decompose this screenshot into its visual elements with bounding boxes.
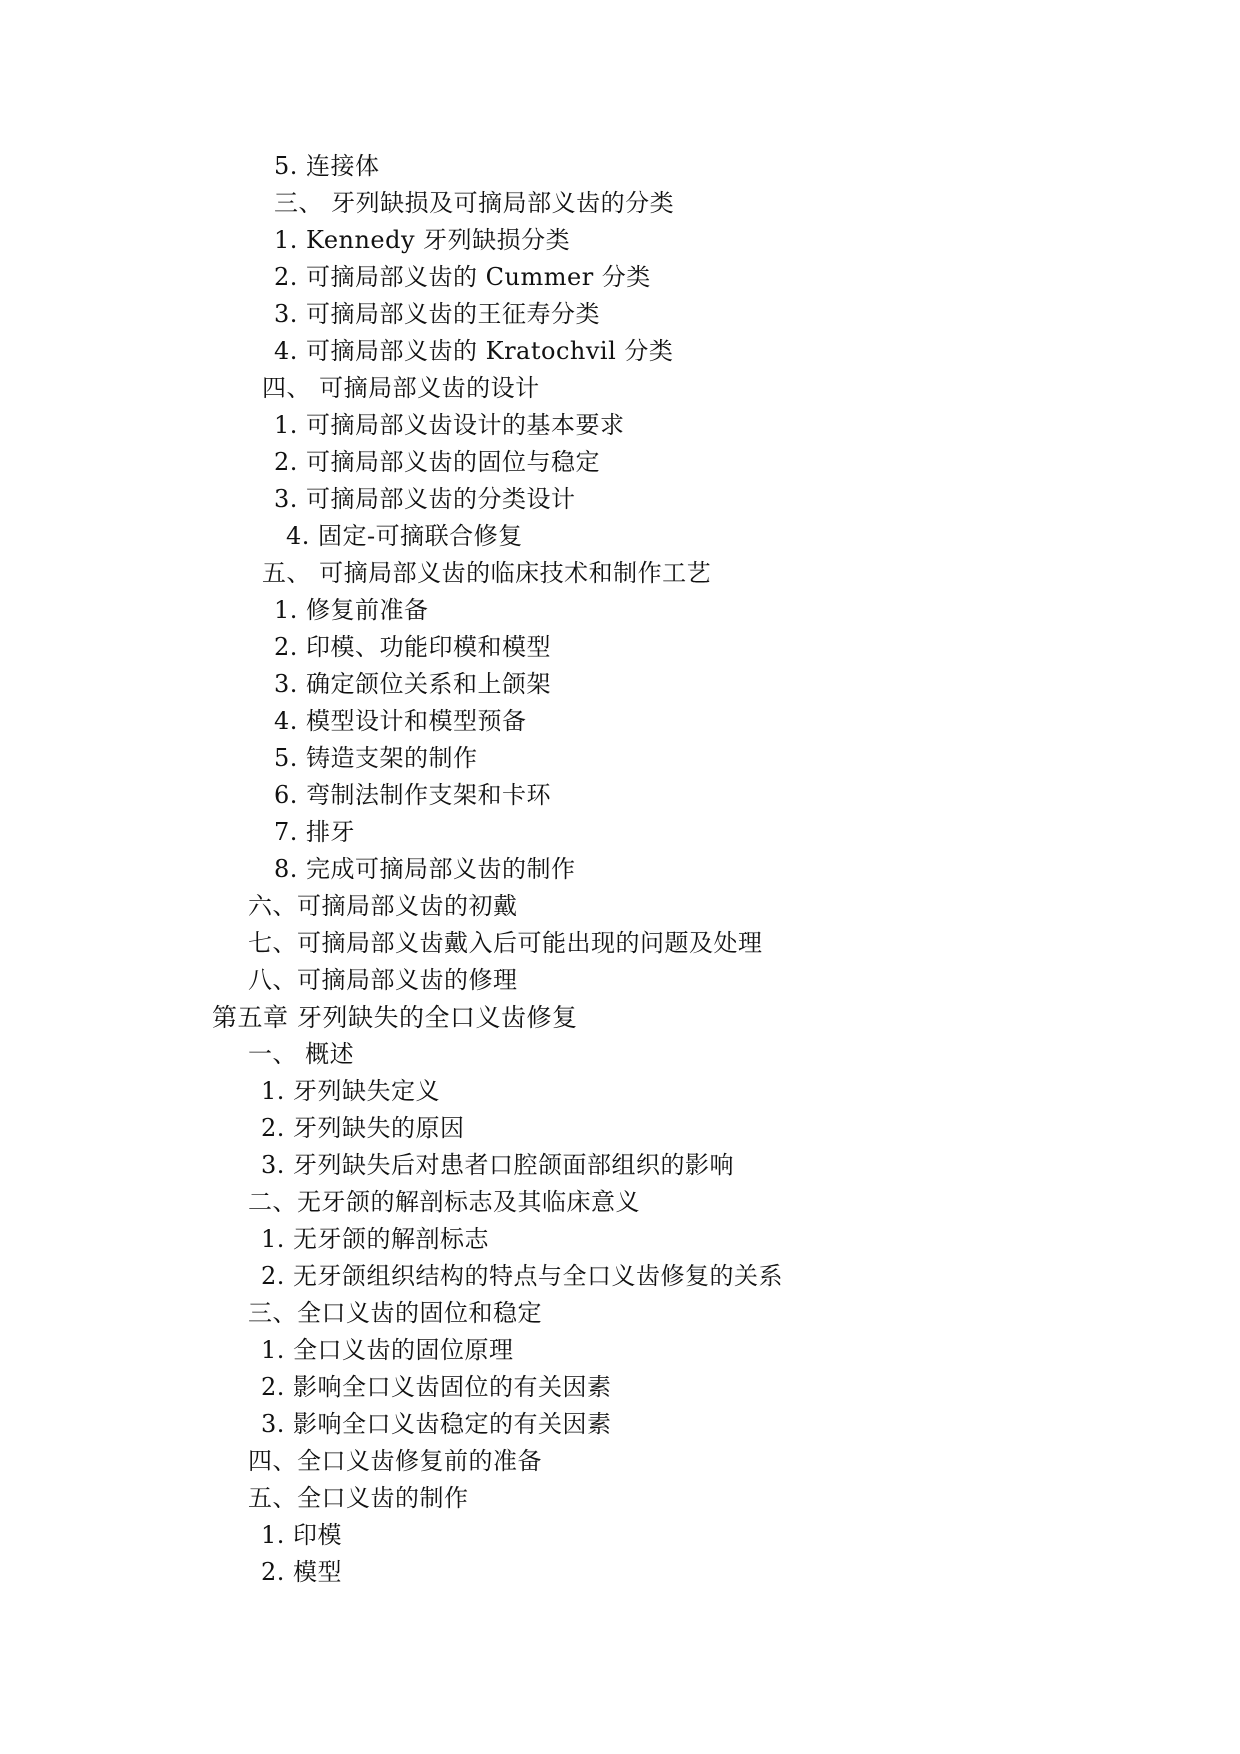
toc-section-heading: 三、全口义齿的固位和稳定 [248,1299,542,1327]
toc-item: 3. 可摘局部义齿的王征寿分类 [274,300,601,328]
toc-section-heading: 八、可摘局部义齿的修理 [248,966,518,994]
toc-item: 2. 牙列缺失的原因 [261,1114,465,1142]
toc-section-heading: 一、 概述 [248,1040,355,1068]
toc-section-heading: 七、可摘局部义齿戴入后可能出现的问题及处理 [248,929,763,957]
toc-item: 1. 全口义齿的固位原理 [261,1336,514,1364]
toc-item: 1. 可摘局部义齿设计的基本要求 [274,411,625,439]
toc-item: 5. 铸造支架的制作 [274,744,478,772]
toc-item: 1. Kennedy 牙列缺损分类 [274,226,571,254]
toc-section-heading: 二、无牙颌的解剖标志及其临床意义 [248,1188,640,1216]
toc-section-heading: 五、 可摘局部义齿的临床技术和制作工艺 [262,559,712,587]
toc-section-heading: 四、全口义齿修复前的准备 [248,1447,542,1475]
toc-item: 4. 可摘局部义齿的 Kratochvil 分类 [274,337,674,365]
toc-item: 2. 可摘局部义齿的 Cummer 分类 [274,263,651,291]
toc-section-heading: 六、可摘局部义齿的初戴 [248,892,518,920]
toc-item: 2. 可摘局部义齿的固位与稳定 [274,448,601,476]
toc-item: 3. 可摘局部义齿的分类设计 [274,485,576,513]
toc-item: 2. 印模、功能印模和模型 [274,633,552,661]
toc-item: 3. 确定颌位关系和上颌架 [274,670,552,698]
toc-item: 4. 固定-可摘联合修复 [286,522,523,550]
toc-item: 7. 排牙 [274,818,356,846]
toc-item: 1. 修复前准备 [274,596,429,624]
toc-item: 2. 无牙颌组织结构的特点与全口义齿修复的关系 [261,1262,784,1290]
toc-item: 1. 印模 [261,1521,343,1549]
toc-item: 3. 牙列缺失后对患者口腔颌面部组织的影响 [261,1151,735,1179]
toc-item: 1. 牙列缺失定义 [261,1077,441,1105]
toc-item: 8. 完成可摘局部义齿的制作 [274,855,576,883]
toc-item: 6. 弯制法制作支架和卡环 [274,781,552,809]
toc-item: 2. 模型 [261,1558,343,1586]
toc-section-heading: 四、 可摘局部义齿的设计 [262,374,540,402]
toc-item: 4. 模型设计和模型预备 [274,707,527,735]
toc-chapter-heading: 第五章 牙列缺失的全口义齿修复 [212,1003,578,1032]
toc-section-heading: 三、 牙列缺损及可摘局部义齿的分类 [274,189,675,217]
toc-section-heading: 五、全口义齿的制作 [248,1484,469,1512]
toc-item: 1. 无牙颌的解剖标志 [261,1225,490,1253]
toc-item: 5. 连接体 [274,152,380,180]
toc-item: 3. 影响全口义齿稳定的有关因素 [261,1410,612,1438]
toc-item: 2. 影响全口义齿固位的有关因素 [261,1373,612,1401]
